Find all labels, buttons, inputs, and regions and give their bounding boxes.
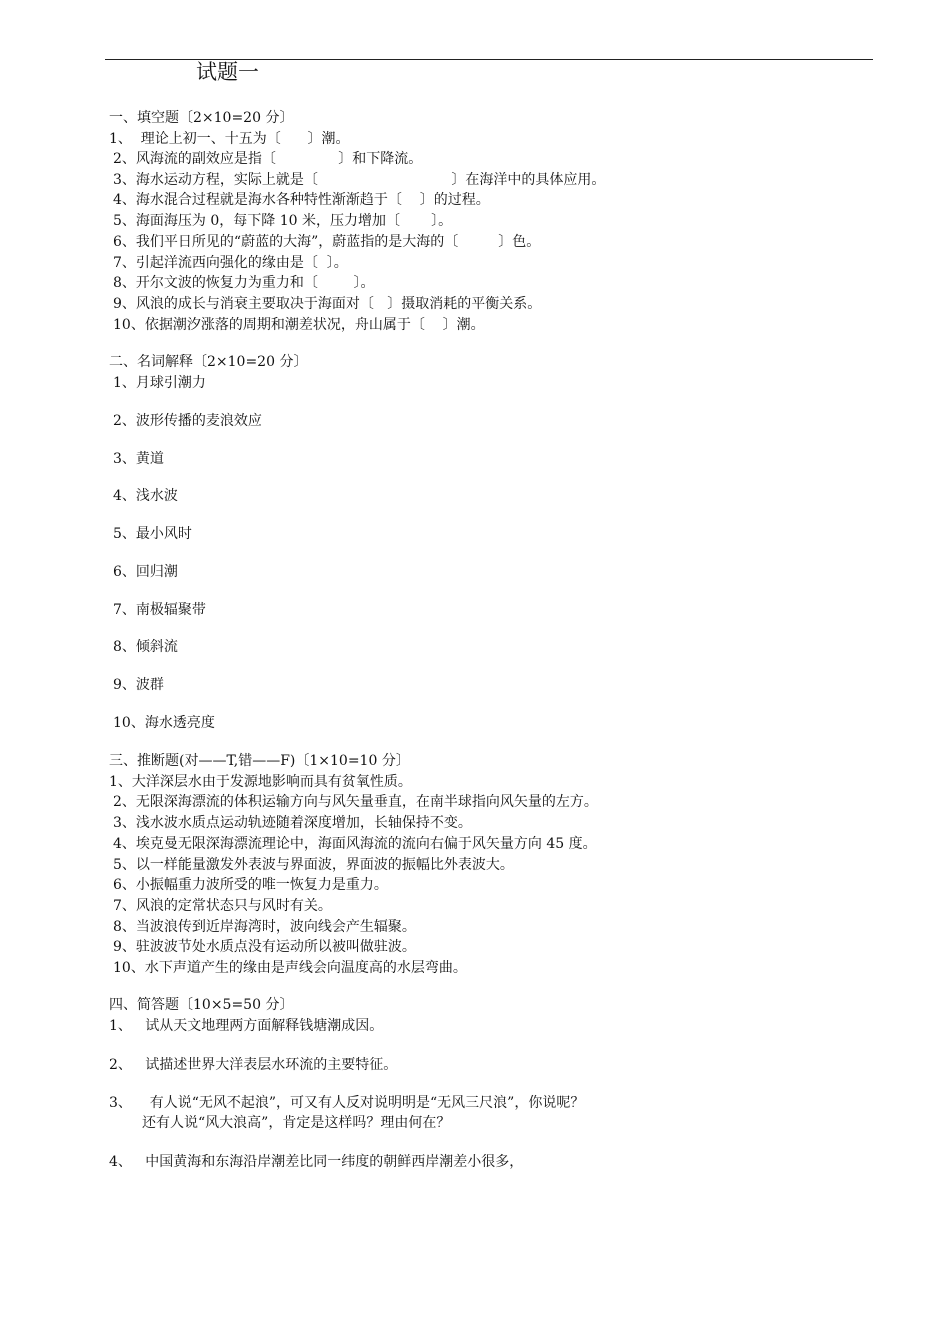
section-3-item: 9、驻波波节处水质点没有运动所以被叫做驻波。: [113, 939, 416, 955]
section-2-item: 1、月球引潮力: [113, 375, 206, 391]
section-4-item-continuation: 还有人说“风大浪高”，肯定是这样吗？理由何在？: [142, 1115, 451, 1131]
section-2-item: 10、海水透亮度: [113, 715, 215, 731]
section-3-item: 3、浅水波水质点运动轨迹随着深度增加，长轴保持不变。: [113, 815, 472, 831]
section-4-item: 1、 试从天文地理两方面解释钱塘潮成因。: [109, 1018, 384, 1034]
section-3-item: 10、水下声道产生的缘由是声线会向温度高的水层弯曲。: [113, 960, 467, 976]
section-1-item: 3、海水运动方程，实际上就是〔 〕在海洋中的具体应用。: [113, 172, 606, 188]
section-2-item: 4、浅水波: [113, 488, 178, 504]
section-4-item: 2、 试描述世界大洋表层水环流的主要特征。: [109, 1057, 398, 1073]
section-2-item: 5、最小风时: [113, 526, 192, 542]
section-1-item: 4、海水混合过程就是海水各种特性渐渐趋于〔 〕的过程。: [113, 192, 490, 208]
section-1-item: 8、开尔文波的恢复力为重力和〔 〕。: [113, 275, 375, 291]
section-3-heading: 三、推断题(对——T,错——F)〔1×10=10 分〕: [109, 753, 410, 769]
section-3-item: 2、无限深海漂流的体积运输方向与风矢量垂直，在南半球指向风矢量的左方。: [113, 794, 598, 810]
section-1-item: 10、依据潮汐涨落的周期和潮差状况，舟山属于〔 〕潮。: [113, 317, 485, 333]
section-2-item: 2、波形传播的麦浪效应: [113, 413, 262, 429]
section-4-item: 4、 中国黄海和东海沿岸潮差比同一纬度的朝鲜西岸潮差小很多，: [109, 1154, 524, 1170]
section-3-item: 6、小振幅重力波所受的唯一恢复力是重力。: [113, 877, 388, 893]
section-1-item: 5、海面海压为 0，每下降 10 米，压力增加〔 〕。: [113, 213, 453, 229]
section-4-heading: 四、简答题〔10×5=50 分〕: [109, 997, 294, 1013]
section-3-item: 5、以一样能量激发外表波与界面波，界面波的振幅比外表波大。: [113, 857, 514, 873]
section-1-heading: 一、填空题〔2×10=20 分〕: [109, 110, 294, 126]
section-3-item: 7、风浪的定常状态只与风时有关。: [113, 898, 332, 914]
section-2-item: 7、南极辐聚带: [113, 602, 206, 618]
section-3-item: 1、大洋深层水由于发源地影响而具有贫氧性质。: [109, 774, 412, 790]
section-2-item: 6、回归潮: [113, 564, 178, 580]
section-1-item: 7、引起洋流西向强化的缘由是〔 〕。: [113, 255, 348, 271]
section-1-item: 2、风海流的副效应是指〔 〕和下降流。: [113, 151, 423, 167]
section-2-heading: 二、名词解释〔2×10=20 分〕: [109, 354, 308, 370]
section-3-item: 4、埃克曼无限深海漂流理论中，海面风海流的流向右偏于风矢量方向 45 度。: [113, 836, 597, 852]
section-1-item: 9、风浪的成长与消衰主要取决于海面对〔 〕摄取消耗的平衡关系。: [113, 296, 542, 312]
section-3-item: 8、当波浪传到近岸海湾时，波向线会产生辐聚。: [113, 919, 416, 935]
section-1-item: 6、我们平日所见的“蔚蓝的大海”，蔚蓝指的是大海的〔 〕色。: [113, 234, 541, 250]
section-2-item: 8、倾斜流: [113, 639, 178, 655]
page-title: 试题一: [196, 60, 259, 84]
section-2-item: 9、波群: [113, 677, 164, 693]
section-4-item: 3、 有人说“无风不起浪”，可又有人反对说明明是“无风三尺浪”，你说呢？: [109, 1095, 585, 1111]
section-2-item: 3、黄道: [113, 451, 164, 467]
section-1-item: 1、 理论上初一、十五为〔 〕潮。: [109, 131, 350, 147]
